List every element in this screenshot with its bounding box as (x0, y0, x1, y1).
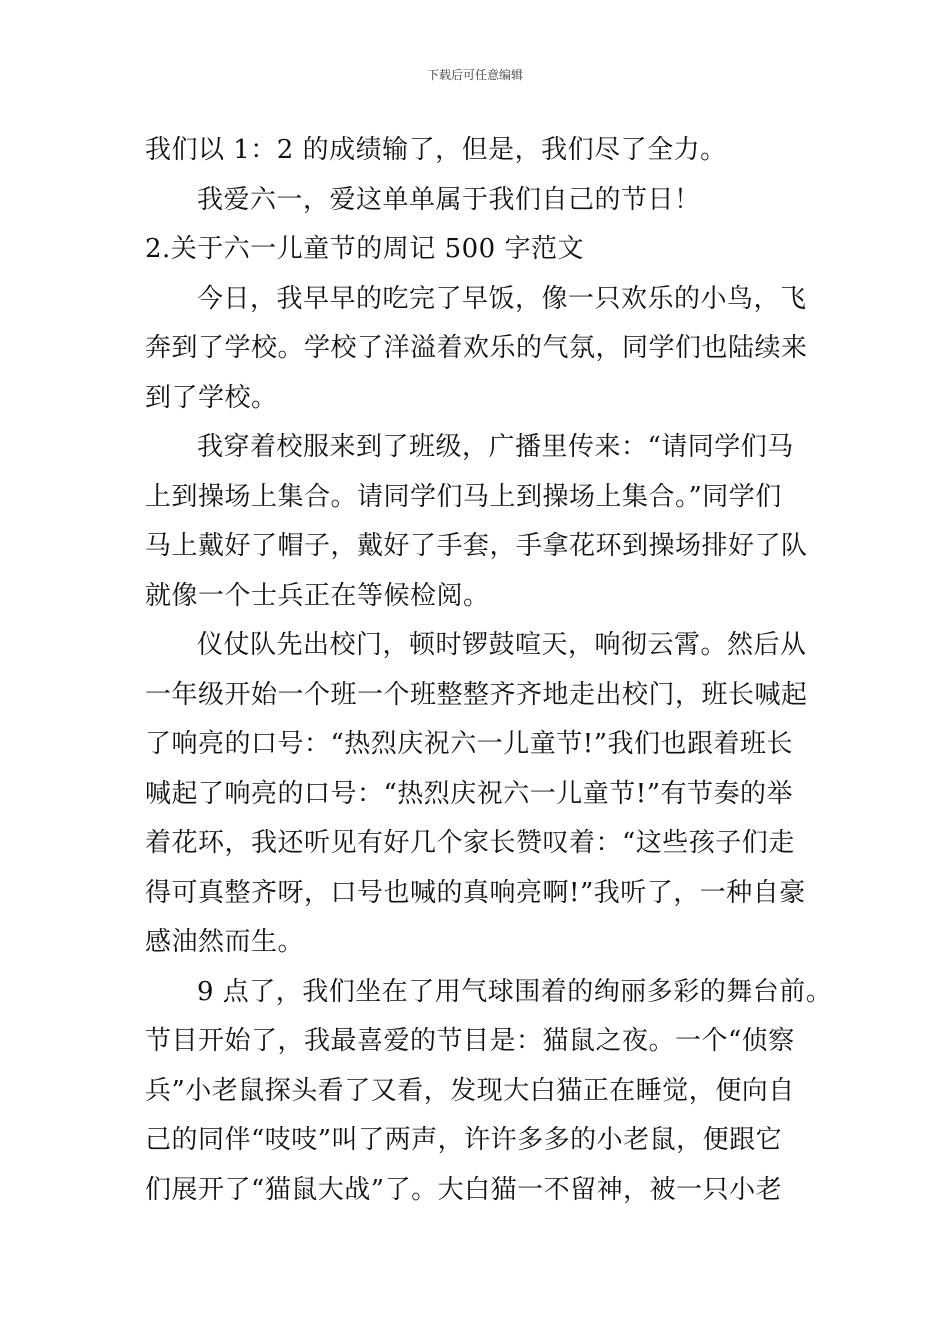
text-line: 马上戴好了帽子，戴好了手套，手拿花环到操场排好了队 (145, 531, 808, 561)
text-line: 得可真整齐呀，口号也喊的真响亮啊!”我听了，一种自豪 (145, 877, 806, 908)
section-heading: 2.关于六一儿童节的周记 500 字范文 (145, 234, 584, 264)
text-line: 感油然而生。 (145, 927, 305, 957)
header-note: 下载后可任意编辑 (426, 68, 523, 82)
text-line: 一年级开始一个班一个班整整齐齐地走出校门，班长喊起 (145, 679, 808, 710)
text-line: 奔到了学校。学校了洋溢着欢乐的气氛，同学们也陆续来 (145, 333, 808, 363)
document-body (145, 130, 833, 1219)
text-line: 喊起了响亮的口号：“热烈庆祝六一儿童节!”有节奏的举 (145, 778, 794, 809)
text-line: 到了学校。 (145, 382, 278, 413)
text-line: 了响亮的口号：“热烈庆祝六一儿童节!”我们也跟着班长 (145, 729, 794, 759)
text-line: 今日，我早早的吃完了早饭，像一只欢乐的小鸟，飞 (197, 283, 807, 314)
text-line: 兵”小老鼠探头看了又看，发现大白猫正在睡觉，便向自 (145, 1075, 795, 1106)
text-line: 节目开始了，我最喜爱的节目是：猫鼠之夜。一个“侦察 (145, 1026, 795, 1056)
text-line: 上到操场上集合。请同学们马上到操场上集合。”同学们 (145, 481, 782, 512)
text-line: 我爱六一，爱这单单属于我们自己的节日！ (197, 184, 701, 215)
text-line: 我们以 1：2 的成绩输了，但是，我们尽了全力。 (145, 135, 727, 165)
text-line: 9 点了，我们坐在了用气球围着的绚丽多彩的舞台前。 (197, 976, 833, 1007)
text-line: 着花环，我还听见有好几个家长赞叹着：“这些孩子们走 (145, 828, 795, 858)
text-line: 就像一个士兵正在等候检阅。 (145, 580, 490, 611)
text-line: 仪仗队先出校门，顿时锣鼓喧天，响彻云霄。然后从 (197, 630, 807, 660)
text-line: 我穿着校服来到了班级，广播里传来：“请同学们马 (197, 432, 794, 462)
text-line: 己的同伴“吱吱”叫了两声，许许多多的小老鼠，便跟它 (145, 1125, 783, 1155)
text-line: 们展开了“猫鼠大战”了。大白猫一不留神，被一只小老 (145, 1174, 783, 1205)
